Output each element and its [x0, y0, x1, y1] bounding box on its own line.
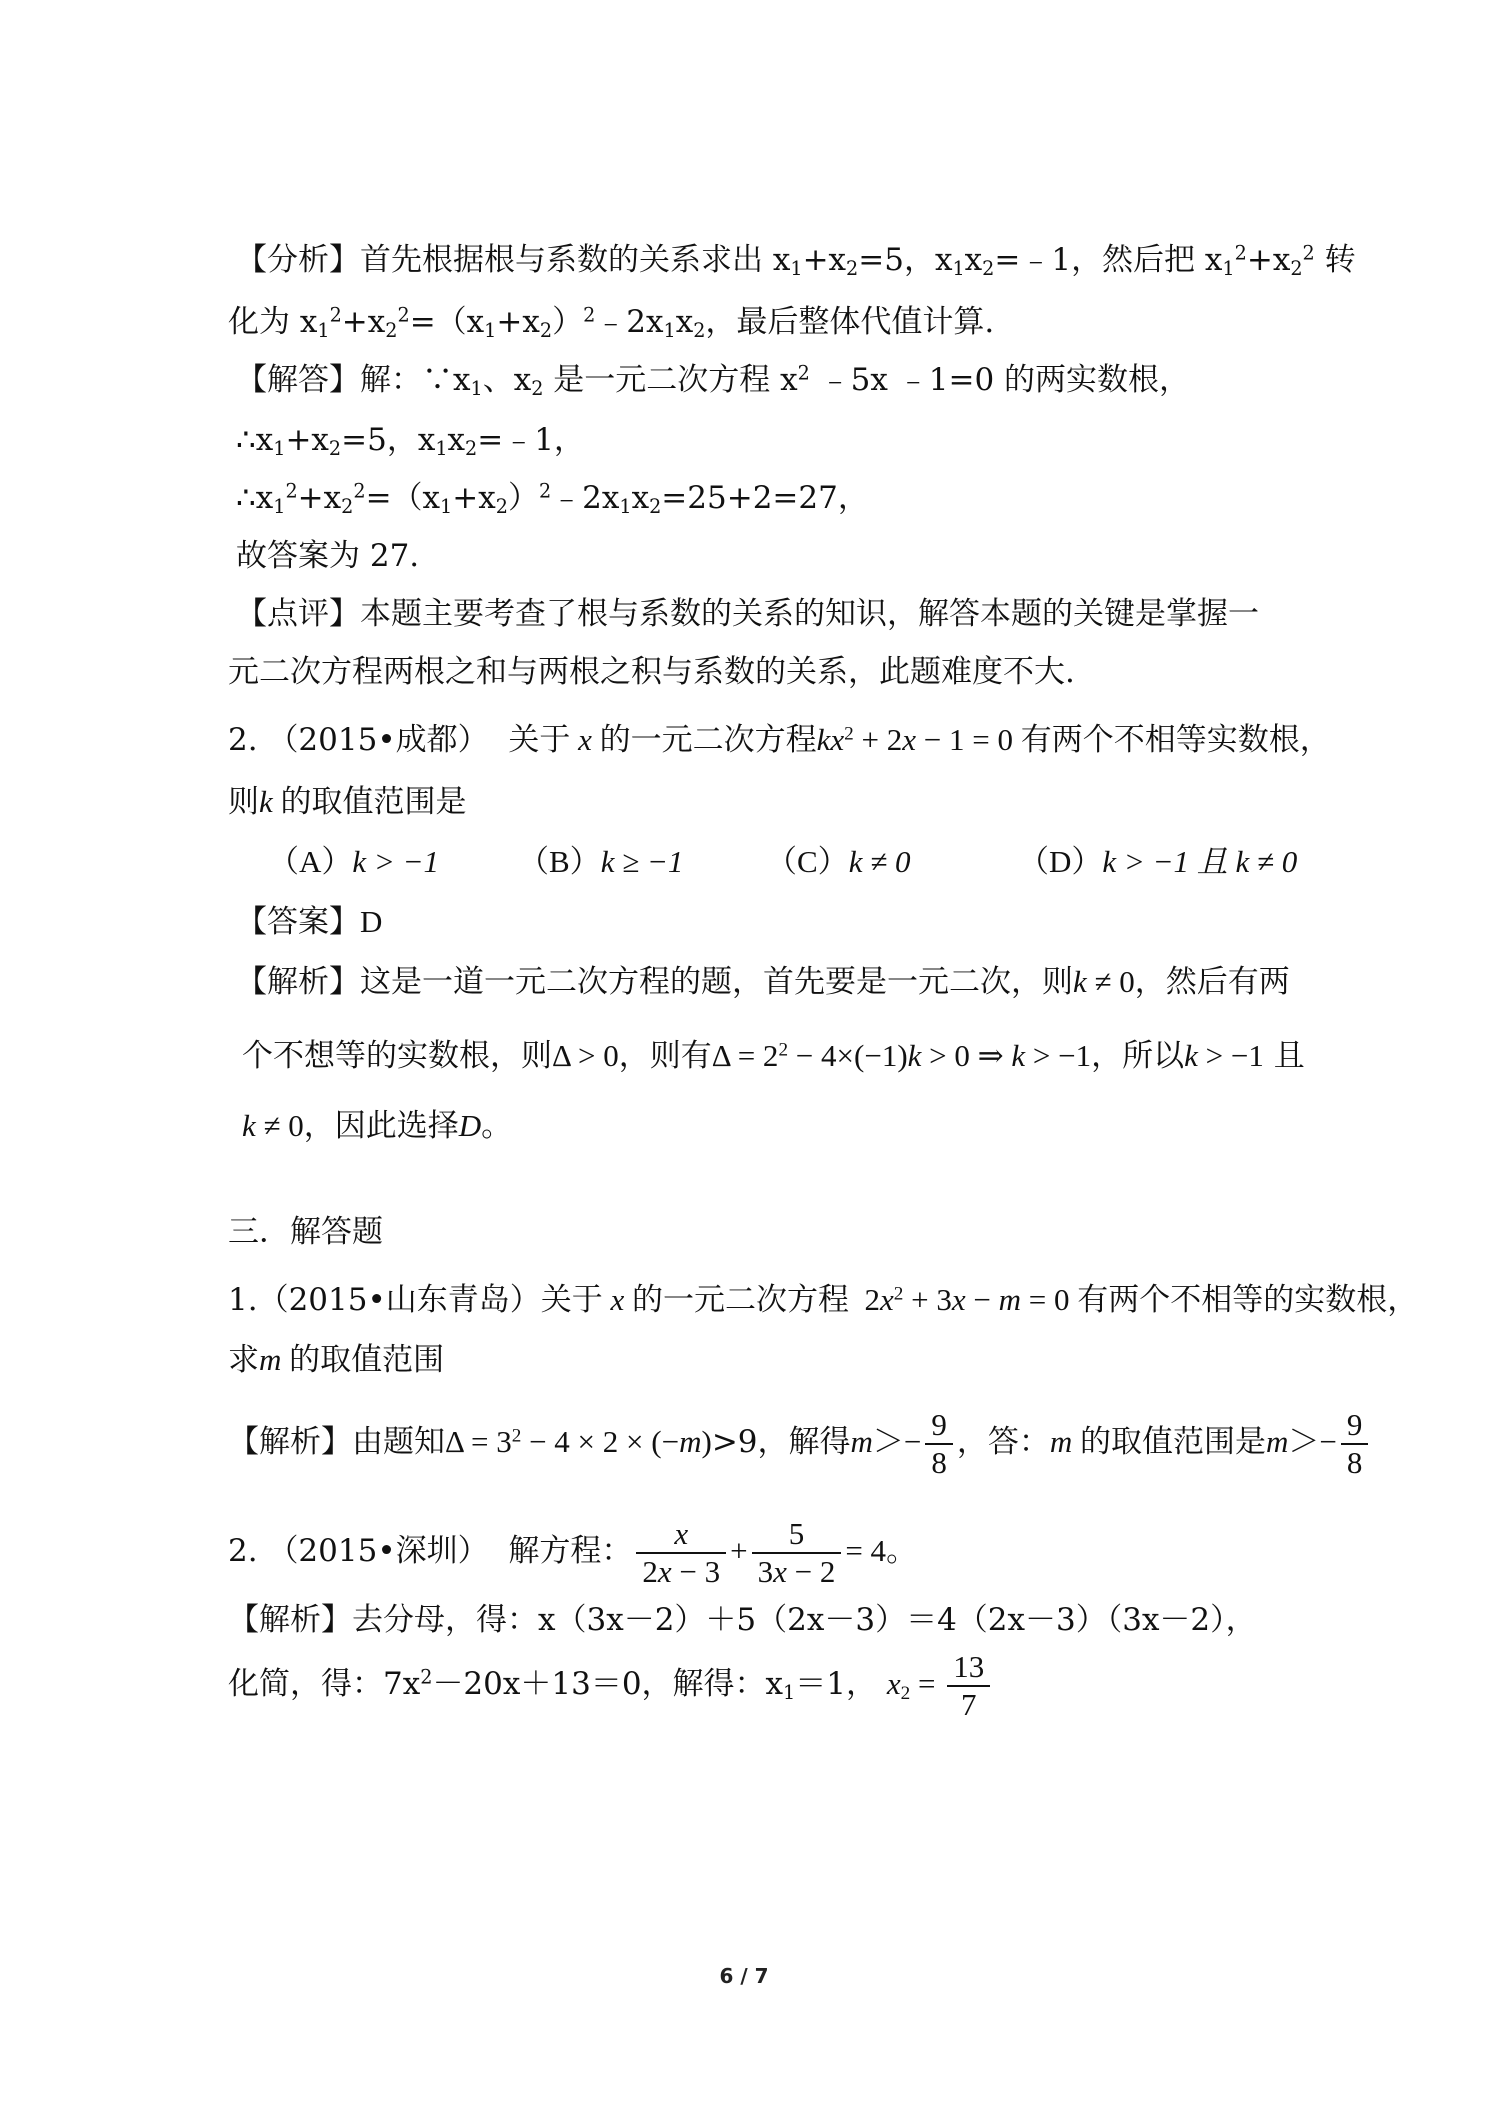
fraction-neg-9-8-answer: $\frac{9}{8}$ [1341, 1407, 1369, 1480]
s3-q1-source: （2015•山东青岛） [257, 1282, 541, 1318]
fraction-13-7: $\frac{13}{7}$ [947, 1649, 990, 1722]
q2-explain-line-2: 个不想等的实数根，则Δ > 0，则有$\Delta = 2^2 - 4\times(-1)k > 0$ ⇒ k > −1，所以k > −1 且 [242, 1038, 1305, 1074]
analysis-label: 【分析】 [236, 242, 360, 278]
solution-step-2: $\therefore x_1^2+x_2^2=(x_1+x_2)^2﹣2x_1x_2=25+2=27$， [236, 479, 869, 518]
section-heading: 三．解答题 [228, 1214, 383, 1250]
s3-q1-explain-label: 【解析】 [228, 1424, 352, 1460]
review-line-2: 元二次方程两根之和与两根之积与系数的关系，此题难度不大. [228, 654, 1075, 690]
review-label: 【点评】 [236, 596, 360, 632]
q2-answer [236, 902, 382, 942]
s3-q1-number: 1. [228, 1282, 258, 1318]
s3-q2-source: （2015•深圳） [267, 1533, 489, 1569]
q2-option-d: （D）k > −1 且 k ≠ 0 [1018, 844, 1298, 879]
s3-q2-explain-line-1: 【解析】去分母，得：x（3x－2）＋5（2x－3）＝4（2x－3）（3x－2）， [228, 1602, 1257, 1638]
q2-answer-value: D [360, 904, 383, 939]
q2-stem-line-2: 则k 的取值范围是 [228, 784, 467, 820]
review-line-1: 【点评】本题主要考查了根与系数的关系的知识，解答本题的关键是掌握一 [236, 596, 1259, 632]
solution-label: 【解答】 [236, 362, 360, 398]
solution-line-1: 【解答】解：$\because x_1$、$x_2$ 是一元二次方程 $x^2$ ﹣5x ﹣1=0 的两实数根， [236, 361, 1191, 400]
fraction-x-over-2x-3: $\frac{x}{2x - 3}$ [636, 1516, 726, 1589]
q2-answer-label: 【答案】 [236, 904, 360, 940]
q2-stem-line-1: 2. （2015•成都） 关于 x 的一元二次方程$kx^2 + 2x - 1 = 0$ 有两个不相等实数根， [228, 722, 1331, 758]
solution-step-1: $\therefore x_1+x_2=5$，$x_1x_2=﹣1$， [236, 422, 585, 460]
analysis-line-2: 化为 $x_1^2+x_2^2=(x_1+x_2)^2﹣2x_1x_2$，最后整体代值计算. [228, 303, 995, 342]
s3-q2-number: 2. [228, 1533, 258, 1569]
q2-source: （2015•成都） [267, 722, 489, 758]
q2-option-c: （C）k ≠ 0 [766, 844, 911, 879]
solution-conclusion: 故答案为 27. [236, 538, 420, 574]
q2-option-b: （B）k ≥ −1 [518, 844, 684, 879]
analysis-line-1: 【分析】首先根据根与系数的关系求出 $x_1+x_2=5$，$x_1x_2=﹣1$，然后把 $x_1^2+x_2^2$ 转 [236, 241, 1356, 280]
q2-option-a: （A）k > −1 [268, 844, 439, 879]
page-number: 6 / 7 [719, 1964, 769, 1988]
q2-explain-line-1: 【解析】这是一道一元二次方程的题，首先要是一元二次，则k ≠ 0，然后有两 [236, 964, 1290, 1000]
q2-number: 2. [228, 722, 258, 758]
s3-q1-explain: 【解析】由题知$\Delta = 3^2 - 4 \times 2 \times (-m)>9$，解得m＞− $\frac{9}{8}$ ，答：m 的取值范围是m＞− $\frac{9}{8}$ [228, 1402, 1372, 1482]
q2-explain-line-3: k ≠ 0，因此选择D。 [242, 1108, 513, 1144]
fraction-5-over-3x-2: $\frac{5}{3x - 2}$ [752, 1516, 842, 1589]
s3-q2-explain-label: 【解析】 [228, 1602, 352, 1638]
s3-q1-stem-line-2: 求m 的取值范围 [228, 1342, 445, 1378]
q2-explain-label: 【解析】 [236, 964, 360, 1000]
fraction-neg-9-8: $\frac{9}{8}$ [925, 1407, 953, 1480]
s3-q2-stem: 2. （2015•深圳） 解方程： $\frac{x}{2x - 3}$ + $\frac{5}{3x - 2}$ = 4。 [228, 1515, 918, 1589]
s3-q2-explain-line-2: 化简，得：$7x^2-20x+13=0$，解得：$x_1=1$， $x_2$ = $\frac{13}{7}$ [228, 1644, 994, 1724]
s3-q1-stem-line-1: 1.（2015•山东青岛）关于 x 的一元二次方程 $2x^2 + 3x - m = 0$ 有两个不相等的实数根， [228, 1282, 1419, 1318]
